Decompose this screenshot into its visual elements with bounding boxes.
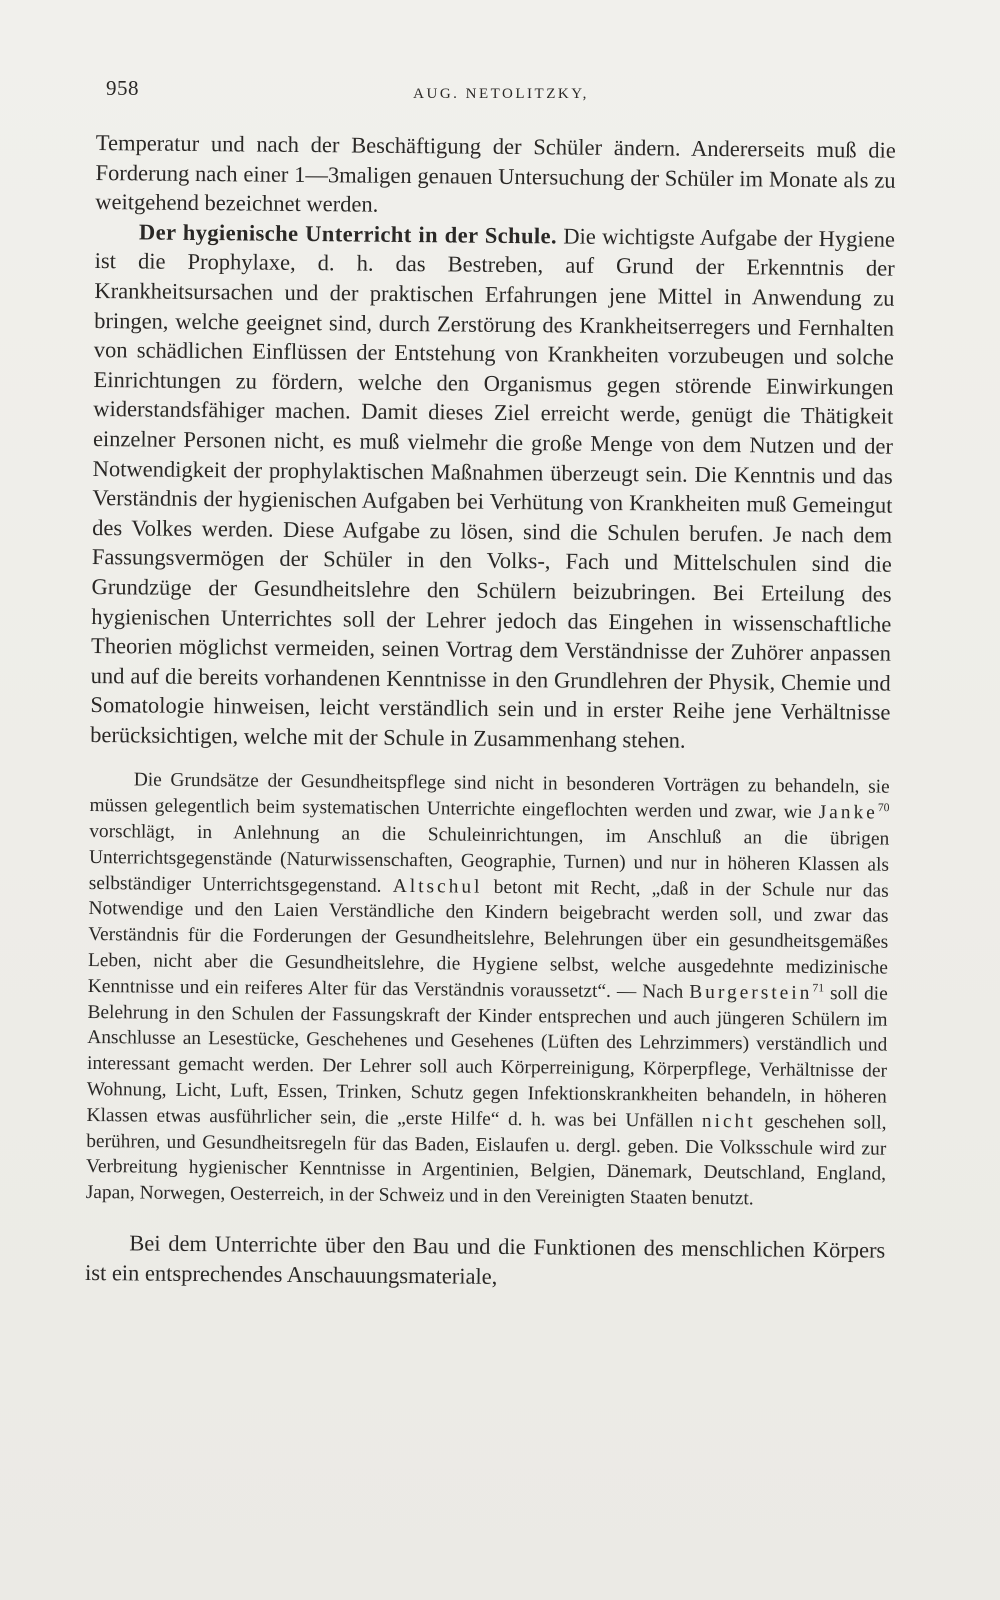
- paragraph-anatomy-teaching: [85, 1228, 886, 1295]
- author-name: Altschul: [392, 875, 483, 898]
- paragraph-hygiene-instruction: [90, 217, 895, 757]
- author-name: Burgerstein: [689, 981, 813, 1004]
- paragraph-text: Bei dem Unterrichte über den Bau und die Funktionen des menschlichen Körpers ist ein entsprechendes Anschauungsmateriale,: [84, 1230, 886, 1289]
- paragraph-continuation: [95, 128, 896, 224]
- running-head: AUG. NETOLITZKY,: [413, 86, 589, 102]
- paragraph-text: geschehen soll, berühren, und Gesundheitsregeln für das Baden, Eislaufen u. dergl. geben. Die Volksschule wird zur Verbreitung hygienischer Kenntnisse in Argentinien, Belgien, Dänemark, Deutschland, England, Japan, Norwegen, Oesterreich, in der Schweiz und in den Vereinigten Staaten benutzt.: [85, 1111, 887, 1210]
- paragraph-text: soll die Belehrung in den Schulen der Fassungskraft der Kinder entsprechen und auch jüngeren Schülern im Anschlusse an Lesestücke, Geschehenes und Gesehenes (Lüften des Lehrzimmers) verständlich und interessant gemacht werden. Der Lehrer soll auch Körperreinigung, Körperpflege, Verhältnisse der Wohnung, Licht, Luft, Essen, Trinken, Schutz gegen Infektionskrankheiten behandeln, in höheren Klassen etwas ausführlicher sein, die „erste Hilfe“ d. h. was bei Unfällen: [86, 982, 888, 1132]
- paragraph-text: Die Grundsätze der Gesundheitspflege sind nicht in besonderen Vorträgen zu behandeln, sie müssen gelegentlich beim systematischen Unterrichte eingeflochten werden und zwar, wie: [89, 769, 890, 824]
- page-header: [106, 76, 896, 106]
- footnote-reference[interactable]: 71: [812, 981, 825, 995]
- paragraph-text: vorschlägt, in Anlehnung an die Schuleinrichtungen, im Anschluß an die übrigen Unterrichtsgegenstände (Naturwissenschaften, Geographie, Turnen) und nur in höheren Klassen als selbständiger Unterrichtsgegenstand.: [88, 821, 890, 897]
- page-number: 958: [106, 76, 139, 100]
- author-name: Janke: [818, 802, 878, 824]
- paragraph-principles: [86, 767, 890, 1213]
- section-heading: Der hygienische Unterricht in der Schule.: [138, 219, 558, 249]
- paragraph-text: betont mit Recht, „daß in der Schule nur das Notwendige und den Laien Verständliche den Kindern beigebracht werden soll, und zwar das Verständnis für die Forderungen der Gesundheitslehre, Belehrungen über ein gesundheitsgemäßes Leben, nicht aber die Gesundheitslehre, die Hygiene selbst, welche ausgedehnte medizinische Kenntnisse und ein reiferes Alter für das Verständnis voraussetzt“. — Nach: [87, 876, 889, 1003]
- emphasized-word: nicht: [701, 1110, 756, 1133]
- footnote-reference[interactable]: 70: [877, 801, 890, 815]
- paragraph-text: Temperatur und nach der Beschäftigung der Schüler ändern. Andererseits muß die Forderung nach einer 1—3maligen genauen Untersuchung der Schüler im Monate als zu weitgehend bezeichnet werden.: [95, 129, 896, 217]
- paragraph-text: Die wichtigste Aufgabe der Hygiene ist die Prophylaxe, d. h. das Bestreben, auf Grund der Erkenntnis der Krankheitsursachen und der praktischen Erfahrungen jene Mittel in Anwendung zu bringen, welche geeignet sind, durch Zerstörung des Krankheitserregers und Fernhalten von schädlichen Einflüssen der Entstehung von Krankheiten vorzubeugen und solche Einrichtungen zu fördern, welche den Organismus gegen störende Einwirkungen widerstandsfähiger machen. Damit dieses Ziel erreicht werde, genügt die Thätigkeit einzelner Personen nicht, es muß vielmehr die große Menge von dem Nutzen und der Notwendigkeit der prophylaktischen Maßnahmen überzeugt sein. Die Kenntnis und das Verständnis der hygienischen Aufgaben bei Verhütung von Krankheiten muß Gemeingut des Volkes werden. Diese Aufgabe zu lösen, sind die Schulen berufen. Je nach dem Fassungsvermögen der Schüler in den Volks-, Fach und Mittelschulen sind die Grundzüge der Gesundheitslehre den Schülern beizubringen. Bei Erteilung des hygienischen Unterrichtes soll der Lehrer jedoch das Eingehen in wissenschaftliche Theorien möglichst vermeiden, seinen Vortrag dem Verständnisse der Zuhörer anpassen und auf die bereits vorhandenen Kenntnisse in den Grundlehren der Physik, Chemie und Somatologie hinweisen, leicht verständlich sein und in erster Reihe jene Verhältnisse berücksichtigen, welche mit der Schule in Zusammenhang stehen.: [90, 223, 896, 753]
- body-text: [85, 128, 896, 1295]
